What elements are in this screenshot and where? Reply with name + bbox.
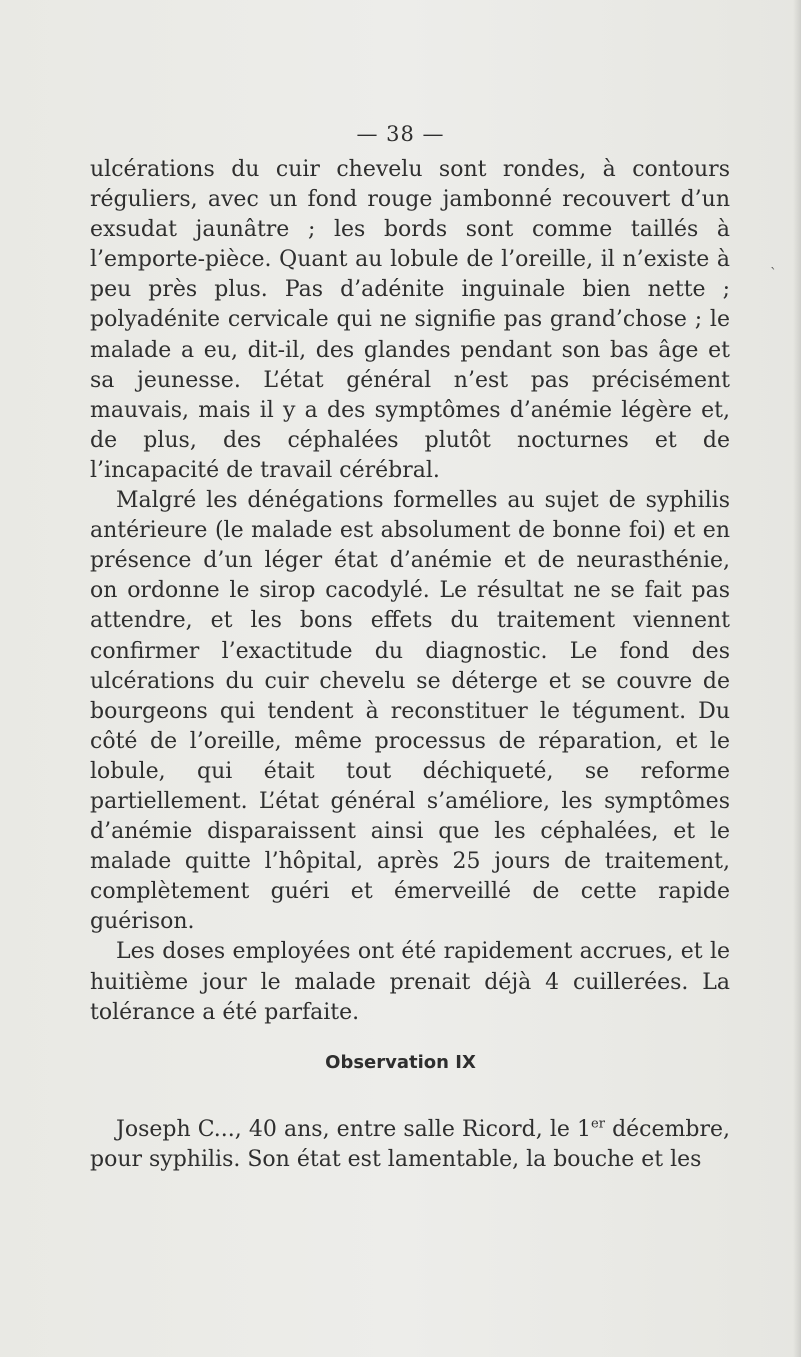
page-number: — 38 —: [356, 122, 445, 146]
paragraph-3: Les doses employées ont été rapidement accrues, et le huitième jour le malade prenait déjà 4 cuillerées. La tolérance a été parfaite.: [90, 939, 730, 1025]
paragraph-1: ulcérations du cuir chevelu sont rondes, à contours réguliers, avec un fond rouge jambonné recouvert d’un exsudat jaunâtre ; les bords sont comme taillés à l’emporte-pièce. Quant au lobule de l’oreille, il n’existe à peu près plus. Pas d’adénite inguinale bien nette ; polyadénite cervicale qui ne signifie pas grand’chose ; le malade a eu, dit-il, des glandes pendant son bas âge et sa jeunesse. L’état général n’est pas précisément mauvais, mais il y a des symptômes d’anémie légère et, de plus, des céphalées plutôt nocturnes et de l’incapacité de travail cérébral.: [90, 157, 730, 483]
observation-text-start: Joseph C..., 40 ans, entre salle Ricord, le 1: [116, 1117, 592, 1142]
observation-heading: Observation IX: [325, 1052, 476, 1073]
page-edge-shadow: [793, 0, 801, 1357]
paragraph-2: Malgré les dénégations formelles au sujet de syphilis antérieure (le malade est absolument de bonne foi) et en présence d’un léger état d’anémie et de neurasthénie, on ordonne le sirop cacodylé. Le résultat ne se fait pas attendre, et les bons effets du traitement viennent confirmer l’exactitude du diagnostic. Le fond des ulcérations du cuir chevelu se déterge et se couvre de bourgeons qui tendent à reconstituer le tégument. Du côté de l’oreille, même processus de réparation, et le lobule, qui était tout déchiqueté, se reforme partiellement. L’état général s’améliore, les symptômes d’anémie disparaissent ainsi que les céphalées, et le malade quitte l’hôpital, après 25 jours de traitement, complètement guéri et émerveillé de cette rapide guérison.: [90, 488, 730, 935]
ordinal-superscript: er: [591, 1116, 605, 1132]
observation-text-end: décembre, pour syphilis. Son état est lamentable, la bouche et les: [90, 1117, 730, 1173]
margin-mark: `: [770, 266, 777, 282]
observation-text: [90, 1115, 730, 1175]
body-text: [90, 155, 730, 1028]
